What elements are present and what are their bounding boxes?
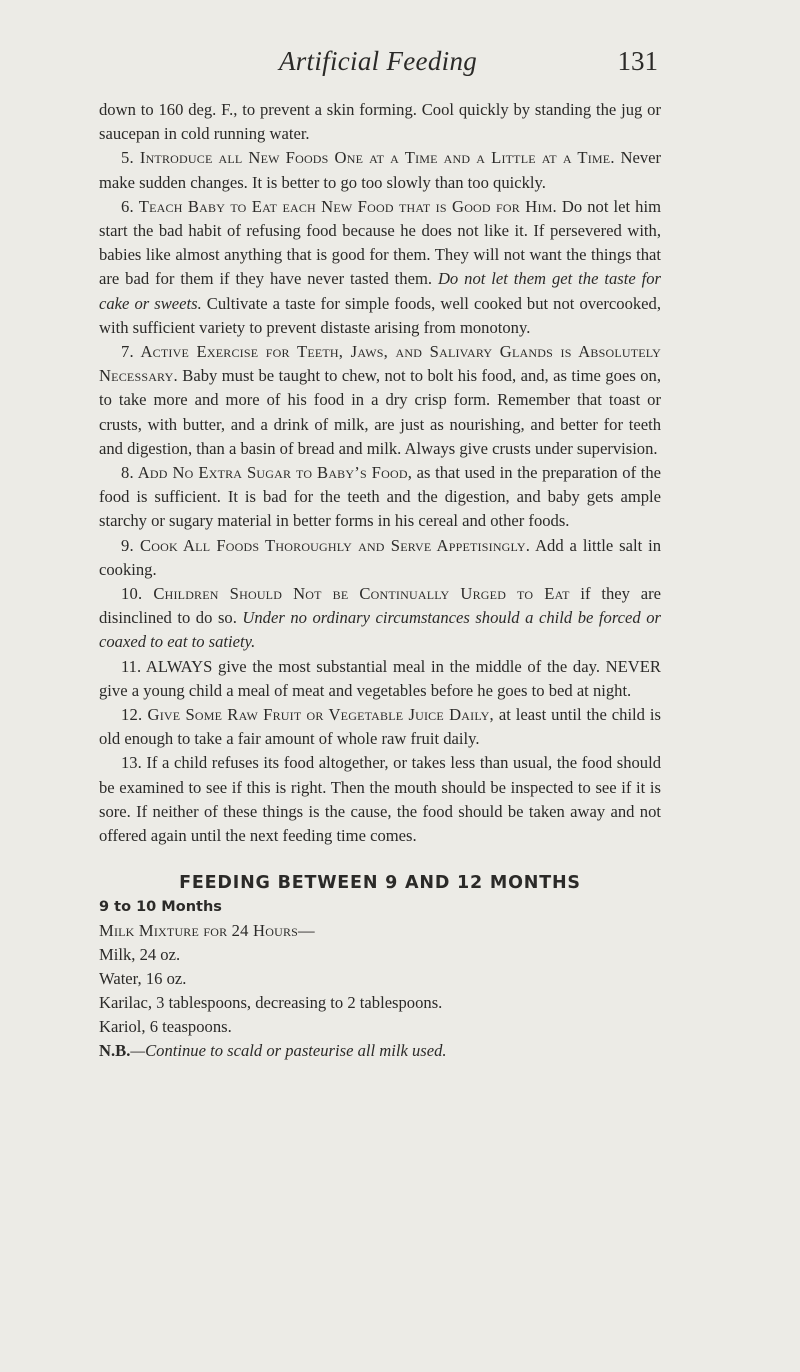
page-body (99, 98, 661, 1063)
mixture-line: Kariol, 6 teaspoons. (99, 1017, 232, 1037)
page-header (98, 46, 658, 86)
item-9-text: Add a little salt in cooking. (99, 535, 661, 579)
item-5-heading: 5. Introduce all New Foods One at a Time and a Little at a Time. (121, 148, 615, 168)
item-8-heading: 8. Add No Extra Sugar to Baby’s Food, (121, 463, 413, 483)
item-7-heading: 7. Active Exercise for Teeth, Jaws, and Salivary Glands is Absolutely Necessary. (99, 342, 661, 386)
section-subheading: 9 to 10 Months (99, 899, 222, 916)
item-11: 11. ALWAYS give the most substantial meal in the middle of the day. NEVER give a young child a meal of meat and vegetables before he goes to bed at night. (99, 656, 661, 700)
item-9 (99, 534, 661, 582)
nb-note (99, 1039, 661, 1063)
item-13: 13. If a child refuses its food altogether, or takes less than usual, the food should be examined to see if this is right. Then the mouth should be inspected to see if it is sore. If neither of these things is the cause, the food should be taken away and not offered again until the next feeding time comes. (99, 753, 661, 846)
section-heading: FEEDING BETWEEN 9 AND 12 MONTHS (179, 873, 581, 894)
mixture-label: Milk Mixture for 24 Hours— (99, 921, 315, 941)
item-6-emphasis: Do not let them get the taste for cake or sweets. (99, 269, 662, 313)
item-12 (99, 703, 661, 751)
item-10-emphasis: Under no ordinary circumstances should a child be forced or coaxed to eat to satiety. (99, 608, 661, 652)
nb-label: N.B. (99, 1041, 131, 1061)
item-12-text: at least until the child is old enough to take a fair amount of whole raw fruit daily. (99, 705, 661, 749)
item-6-text-2: Cultivate a taste for simple foods, well cooked but not overcooked, with sufficient variety to prevent distaste arising from monotony. (99, 293, 661, 337)
item-10-heading: 10. Children Should Not be Continually Urged to Eat (121, 584, 570, 604)
item-6-heading: 6. Teach Baby to Eat each New Food that is Good for Him. (121, 196, 557, 216)
mixture-line: Water, 16 oz. (99, 969, 187, 989)
continued-paragraph: down to 160 deg. F., to prevent a skin forming. Cool quickly by standing the jug or saucepan in cold running water. (99, 100, 661, 144)
item-7 (99, 340, 661, 461)
item-10 (99, 582, 661, 655)
item-8-text: as that used in the preparation of the food is sufficient. It is bad for the teeth and the digestion, and baby gets ample starchy or sugary material in better forms in his cereal and other foods. (99, 463, 662, 531)
item-5-text: Never make sudden changes. It is better to go too slowly than too quickly. (99, 148, 662, 192)
item-6-text: Do not let him start the bad habit of refusing food because he does not like it. If persevered with, babies like almost anything that is good for them. They will not want the things that are bad for them if they have never tasted them. (99, 196, 661, 289)
feeding-section (99, 871, 661, 1063)
page-number: 131 (617, 46, 658, 76)
item-10-text: if they are disinclined to do so. (99, 584, 661, 628)
item-12-heading: 12. Give Some Raw Fruit or Vegetable Juice Daily, (121, 705, 494, 725)
mixture-line: Karilac, 3 tablespoons, decreasing to 2 tablespoons. (99, 993, 443, 1013)
nb-text: —Continue to scald or pasteurise all milk used. (130, 1041, 447, 1061)
item-8 (99, 461, 661, 534)
mixture-line: Milk, 24 oz. (99, 945, 181, 965)
item-7-text: Baby must be taught to chew, not to bolt his food, and, as time goes on, to take more and more of his food in a dry crisp form. Remember that toast or crusts, with butter, and a drink of milk, are just as nourishing, and better for teeth and digestion, than a basin of bread and milk. Always give crusts under supervision. (99, 366, 661, 458)
item-9-heading: 9. Cook All Foods Thoroughly and Serve Appetisingly. (121, 535, 531, 555)
item-6 (99, 195, 661, 340)
running-title: Artificial Feeding (278, 46, 478, 76)
item-5 (99, 146, 661, 194)
